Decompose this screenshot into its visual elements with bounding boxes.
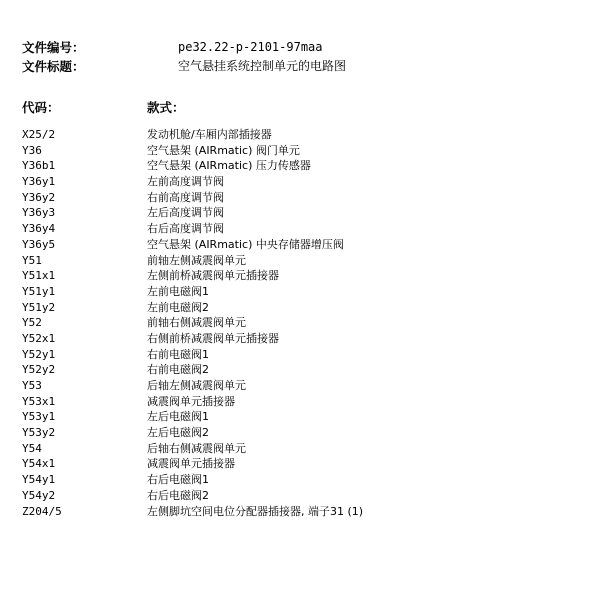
component-description: 右后高度调节阀 xyxy=(147,222,224,236)
list-item xyxy=(22,347,592,363)
component-code: Y54x1 xyxy=(22,457,56,471)
list-item xyxy=(22,268,592,284)
component-code: Y36y1 xyxy=(22,175,56,189)
component-description: 右前电磁阀1 xyxy=(147,347,209,361)
component-description: 左前高度调节阀 xyxy=(147,175,224,189)
list-item xyxy=(22,127,592,143)
doc-number-label: 文件编号： xyxy=(22,40,85,55)
list-item xyxy=(22,488,592,504)
list-item xyxy=(22,472,592,488)
component-code: Y36 xyxy=(22,143,42,157)
component-description: 后轴右侧减震阀单元 xyxy=(147,441,246,455)
component-description: 左侧前桥减震阀单元插接器 xyxy=(147,269,279,283)
component-description: 空气悬架 (AIRmatic) 压力传感器 xyxy=(147,159,311,173)
component-description: 右后电磁阀2 xyxy=(147,488,209,502)
list-item xyxy=(22,378,592,394)
list-item xyxy=(22,315,592,331)
component-code: Y53y1 xyxy=(22,410,56,424)
component-description: 空气悬架 (AIRmatic) 阀门单元 xyxy=(147,143,300,157)
component-description: 右前电磁阀2 xyxy=(147,363,209,377)
component-description: 右前高度调节阀 xyxy=(147,190,224,204)
component-code: Y52y2 xyxy=(22,363,56,377)
doc-number-value: pe32.22-p-2101-97maa xyxy=(178,40,323,54)
component-code: Y53y2 xyxy=(22,426,56,440)
list-item xyxy=(22,190,592,206)
column-headings xyxy=(22,98,592,117)
list-item xyxy=(22,425,592,441)
list-item xyxy=(22,300,592,316)
doc-title-row xyxy=(22,57,592,76)
component-code: Y53 xyxy=(22,379,42,392)
component-description: 后轴左侧减震阀单元 xyxy=(147,379,246,392)
component-description: 左后电磁阀1 xyxy=(147,410,209,424)
component-code: Y53x1 xyxy=(22,394,56,408)
component-description: 右后电磁阀1 xyxy=(147,473,209,487)
component-code: Y36y4 xyxy=(22,222,56,236)
component-code: Y51x1 xyxy=(22,269,56,283)
list-item xyxy=(22,237,592,253)
component-description: 减震阀单元插接器 xyxy=(147,394,235,408)
component-code: Y51 xyxy=(22,253,42,267)
list-item xyxy=(22,284,592,300)
document xyxy=(22,38,592,519)
component-code: Z204/5 xyxy=(22,504,62,518)
list-item xyxy=(22,331,592,347)
list-item xyxy=(22,441,592,457)
doc-title-label: 文件标题： xyxy=(22,59,85,74)
component-list xyxy=(22,127,592,519)
list-item xyxy=(22,504,592,520)
component-code: Y51y1 xyxy=(22,284,56,298)
component-description: 左后电磁阀2 xyxy=(147,426,209,440)
list-item xyxy=(22,143,592,159)
component-description: 前轴左侧减震阀单元 xyxy=(147,253,246,267)
component-code: Y36y2 xyxy=(22,190,56,204)
component-code: Y36y3 xyxy=(22,206,56,220)
code-column-heading: 代码： xyxy=(22,100,60,115)
component-code: Y52 xyxy=(22,316,42,330)
component-description: 左前电磁阀1 xyxy=(147,284,209,298)
component-description: 左侧脚坑空间电位分配器插接器, 端子31 (1) xyxy=(147,504,364,518)
component-description: 右侧前桥减震阀单元插接器 xyxy=(147,331,279,345)
component-code: Y36b1 xyxy=(22,159,56,173)
doc-number-row xyxy=(22,38,592,57)
list-item xyxy=(22,409,592,425)
component-code: Y54y1 xyxy=(22,473,56,487)
component-code: Y54y2 xyxy=(22,488,56,502)
component-description: 减震阀单元插接器 xyxy=(147,457,235,471)
component-code: X25/2 xyxy=(22,128,56,141)
component-description: 空气悬架 (AIRmatic) 中央存储器增压阀 xyxy=(147,237,344,251)
component-description: 发动机舱/车厢内部插接器 xyxy=(147,128,272,141)
list-item xyxy=(22,394,592,410)
component-code: Y52x1 xyxy=(22,331,56,345)
list-item xyxy=(22,205,592,221)
component-description: 左前电磁阀2 xyxy=(147,300,209,314)
component-code: Y51y2 xyxy=(22,300,56,314)
list-item xyxy=(22,362,592,378)
component-code: Y54 xyxy=(22,441,42,455)
doc-title-value: 空气悬挂系统控制单元的电路图 xyxy=(178,59,347,73)
component-code: Y52y1 xyxy=(22,347,56,361)
list-item xyxy=(22,253,592,269)
list-item xyxy=(22,456,592,472)
description-column-heading: 款式： xyxy=(147,100,185,115)
component-code: Y36y5 xyxy=(22,237,56,251)
list-item xyxy=(22,174,592,190)
component-description: 左后高度调节阀 xyxy=(147,206,224,220)
list-item xyxy=(22,221,592,237)
component-description: 前轴右侧减震阀单元 xyxy=(147,316,246,330)
list-item xyxy=(22,158,592,174)
